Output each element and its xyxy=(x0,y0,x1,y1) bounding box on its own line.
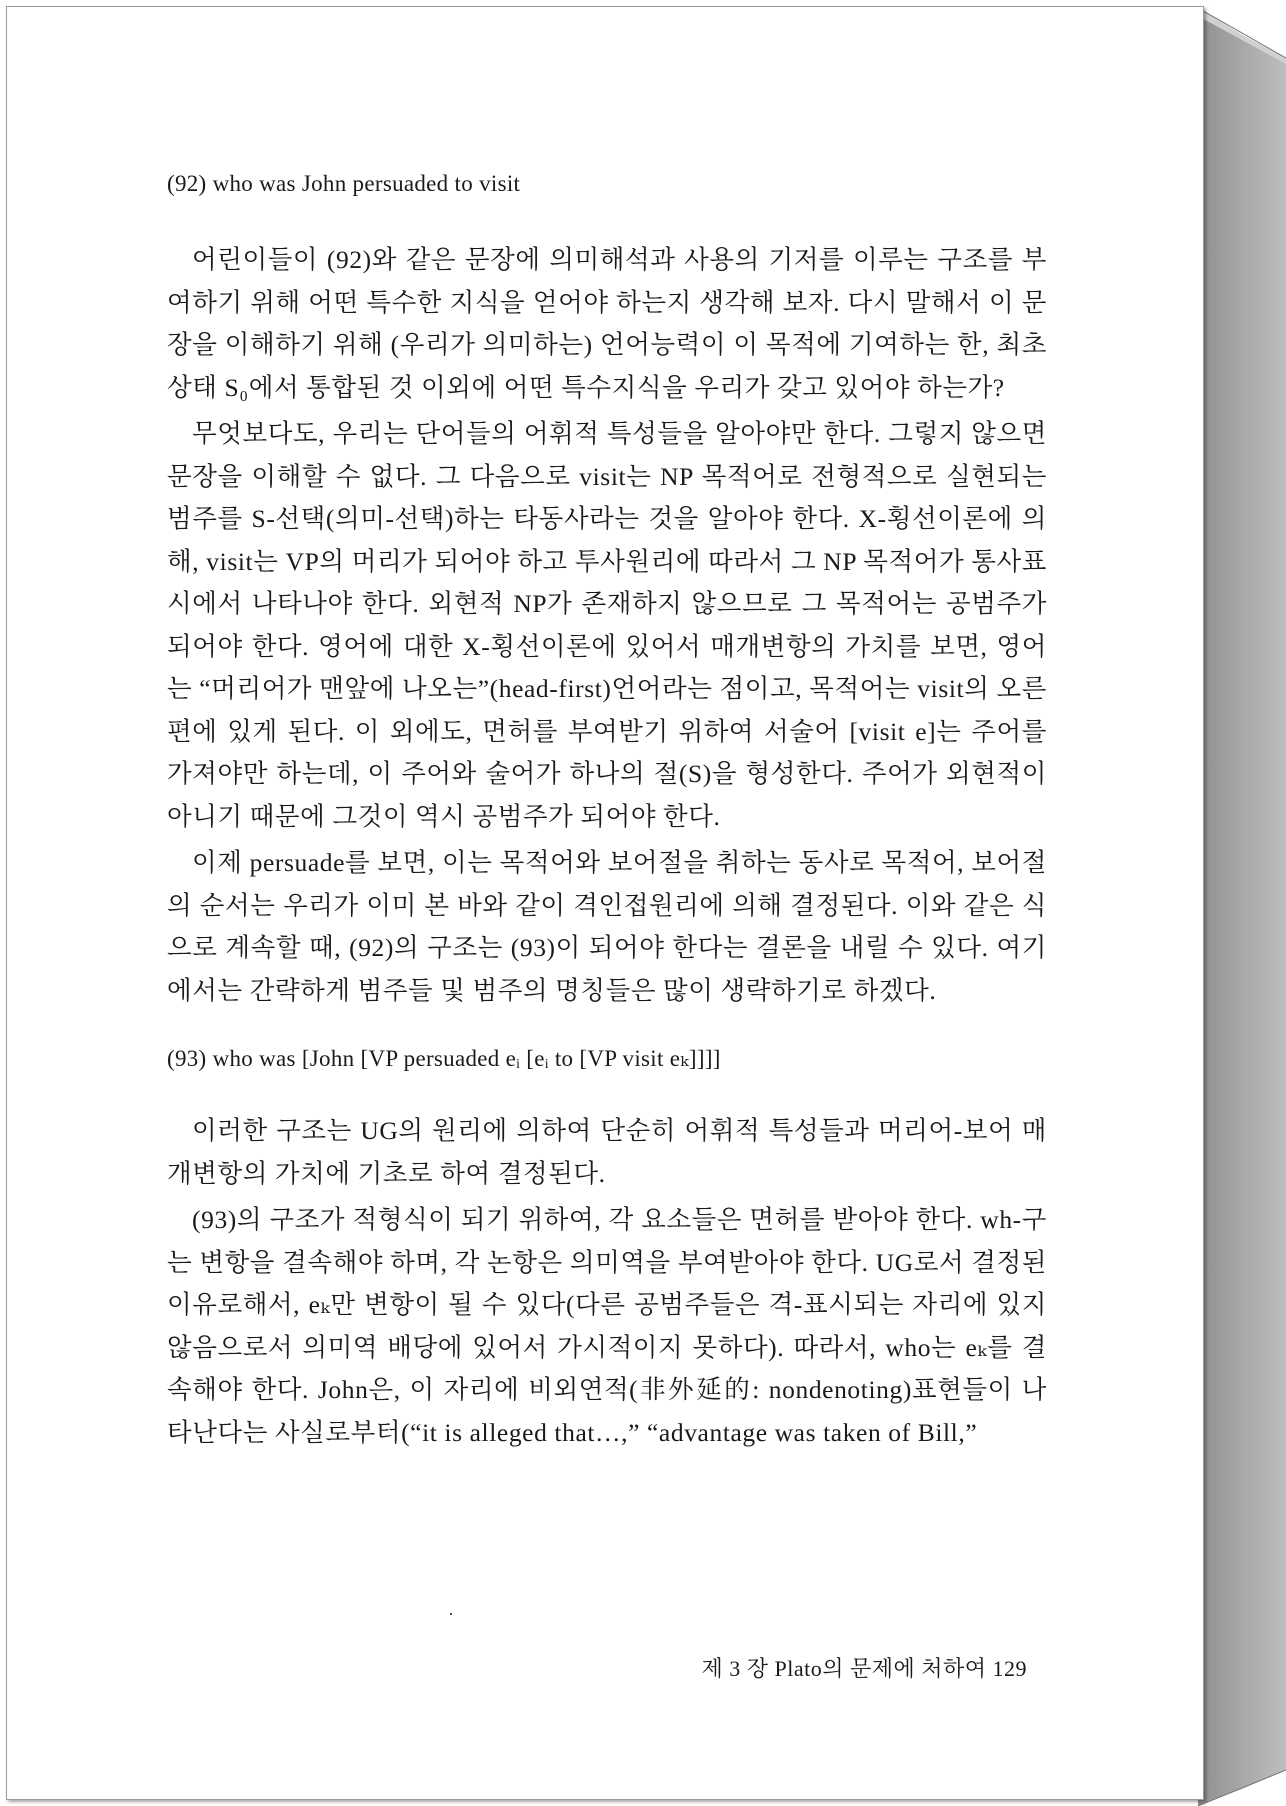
example-93: (93) who was [John [VP persuaded eᵢ [eᵢ to [VP visit eₖ]]]] xyxy=(167,1046,721,1071)
page-body xyxy=(167,167,1047,1454)
print-speck xyxy=(450,1613,452,1615)
book-page xyxy=(6,6,1204,1800)
paragraph-2: 무엇보다도, 우리는 단어들의 어휘적 특성들을 알아야만 한다. 그렇지 않으면 문장을 이해할 수 없다. 그 다음으로 visit는 NP 목적어로 전형적으로 실현되는 범주를 S-선택(의미-선택)하는 타동사라는 것을 알아야 한다. X-횡선이론에 의해, visit는 VP의 머리가 되어야 하고 투사원리에 따라서 그 NP 목적어가 통사표시에서 나타나야 한다. 외현적 NP가 존재하지 않으므로 그 목적어는 공범주가 되어야 한다. 영어에 대한 X-횡선이론에 있어서 매개변항의 가치를 보면, 영어는 “머리어가 맨앞에 나오는”(head-first)언어라는 점이고, 목적어는 visit의 오른편에 있게 된다. 이 외에도, 면허를 부여받기 위하여 서술어 [visit e]는 주어를 가져야만 하는데, 이 주어와 술어가 하나의 절(S)을 형성한다. 주어가 외현적이 아니기 때문에 그것이 역시 공범주가 되어야 한다. xyxy=(167,419,1047,831)
paragraph-1: 어린이들이 (92)와 같은 문장에 의미해석과 사용의 기저를 이루는 구조를 부여하기 위해 어떤 특수한 지식을 얻어야 하는지 생각해 보자. 다시 말해서 이 문장을 이해하기 위해 (우리가 의미하는) 언어능력이 이 목적에 기여하는 한, 최초상태 S₀에서 통합된 것 이외에 어떤 특수지식을 우리가 갖고 있어야 하는가? xyxy=(167,245,1047,402)
paragraph-5: (93)의 구조가 적형식이 되기 위하여, 각 요소들은 면허를 받아야 한다. wh-구는 변항을 결속해야 하며, 각 논항은 의미역을 부여받아야 한다. UG로서 결정된 이유로해서, eₖ만 변항이 될 수 있다(다른 공범주들은 격-표시되는 자리에 있지 않음으로서 의미역 배당에 있어서 가시적이지 못하다). 따라서, who는 eₖ를 결속해야 한다. John은, 이 자리에 비외연적(非外延的: nondenoting)표현들이 나타난다는 사실로부터(“it is alleged that…,” “advantage was taken of Bill,” xyxy=(167,1205,1047,1447)
paragraph-4: 이러한 구조는 UG의 원리에 의하여 단순히 어휘적 특성들과 머리어-보어 매개변항의 가치에 기초로 하여 결정된다. xyxy=(167,1116,1047,1188)
paragraph-3: 이제 persuade를 보면, 이는 목적어와 보어절을 취하는 동사로 목적어, 보어절의 순서는 우리가 이미 본 바와 같이 격인접원리에 의해 결정된다. 이와 같은 식으로 계속할 때, (92)의 구조는 (93)이 되어야 한다는 결론을 내릴 수 있다. 여기에서는 간략하게 범주들 및 범주의 명칭들은 많이 생략하기로 하겠다. xyxy=(167,848,1047,1005)
page-footer: 제 3 장 Plato의 문제에 처하여 129 xyxy=(701,1656,1027,1681)
book-edge xyxy=(1198,8,1286,1806)
example-92: (92) who was John persuaded to visit xyxy=(167,171,521,196)
